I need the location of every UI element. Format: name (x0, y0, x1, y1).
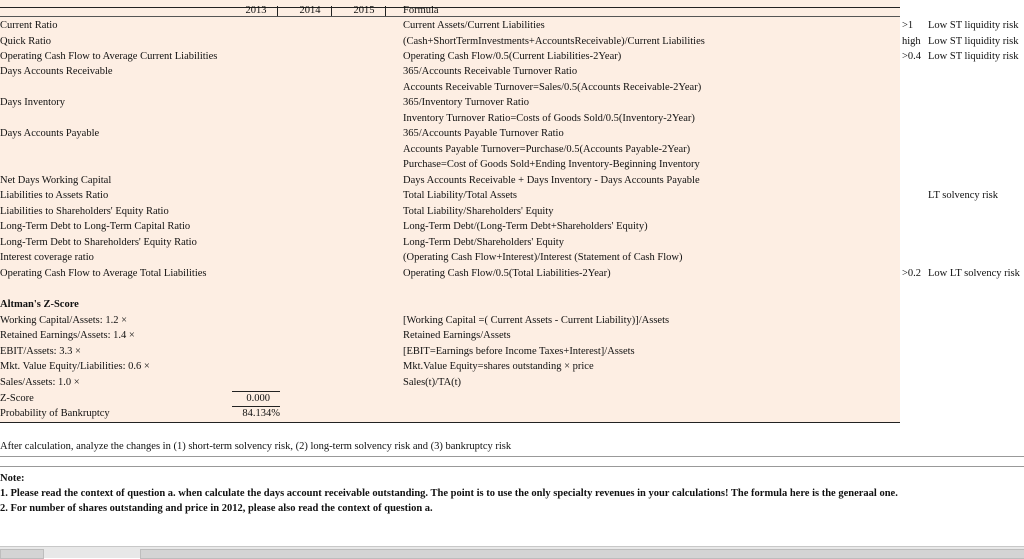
ratio-name: Current Ratio (0, 20, 58, 31)
ratio-name: Liabilities to Shareholders' Equity Ratio (0, 206, 169, 217)
ratio-formula: Operating Cash Flow/0.5(Total Liabilities-2Year) (403, 268, 611, 279)
ratio-formula: Accounts Receivable Turnover=Sales/0.5(Accounts Receivable-2Year) (403, 82, 702, 93)
note-line-2: 2. For number of shares outstanding and price in 2012, please also read the context of question a. (0, 503, 433, 514)
ratio-formula: Purchase=Cost of Goods Sold+Ending Inventory-Beginning Inventory (403, 159, 700, 170)
altman-formula: Retained Earnings/Assets (403, 330, 511, 341)
altman-factor: Sales/Assets: 1.0 × (0, 377, 80, 388)
ratio-name: Net Days Working Capital (0, 175, 112, 186)
sheet-tab-area[interactable] (0, 549, 44, 559)
probability-label: Probability of Bankruptcy (0, 408, 110, 419)
note-line-1: 1. Please read the context of question a. when calculate the days account receivable outstanding. The point is to use the only specialty revenues in your calculations! The formula here is the generaal one. (0, 488, 898, 499)
altman-formula: [Working Capital =( Current Assets - Current Liability)]/Assets (403, 315, 670, 326)
z-score-value[interactable]: 0.000 (246, 393, 270, 404)
header-top-rule (0, 7, 900, 8)
year-2015-header: 2015 (353, 5, 375, 16)
ratio-name: Quick Ratio (0, 36, 52, 47)
ratio-threshold: >0.2 (902, 268, 922, 279)
ratio-formula: Accounts Payable Turnover=Purchase/0.5(Accounts Payable-2Year) (403, 144, 691, 155)
section-divider (0, 456, 1024, 457)
altman-factor: Retained Earnings/Assets: 1.4 × (0, 330, 135, 341)
ratio-formula: Inventory Turnover Ratio=Costs of Goods Sold/0.5(Inventory-2Year) (403, 113, 695, 124)
altman-formula: [EBIT=Earnings before Income Taxes+Interest]/Assets (403, 346, 635, 357)
year-2014-header: 2014 (299, 5, 321, 16)
ratio-risk: Low ST liquidity risk (928, 36, 1019, 47)
ratio-risk: Low ST liquidity risk (928, 20, 1019, 31)
ratio-name: Days Inventory (0, 97, 66, 108)
table-bottom-rule (0, 422, 900, 423)
altman-formula: Mkt.Value Equity=shares outstanding × price (403, 361, 594, 372)
note-title: Note: (0, 473, 25, 484)
ratio-formula: (Cash+ShortTermInvestments+AccountsReceivable)/Current Liabilities (403, 36, 705, 47)
altman-formula: Sales(t)/TA(t) (403, 377, 462, 388)
ratio-name: Days Accounts Payable (0, 128, 100, 139)
ratio-formula: Current Assets/Current Liabilities (403, 20, 545, 31)
ratio-name: Liabilities to Assets Ratio (0, 190, 109, 201)
ratio-threshold: >1 (902, 20, 914, 31)
ratio-risk: LT solvency risk (928, 190, 998, 201)
ratio-formula: Total Liability/Total Assets (403, 190, 518, 201)
ratio-name: Days Accounts Receivable (0, 66, 113, 77)
z-score-label: Z-Score (0, 393, 34, 404)
analysis-prompt: After calculation, analyze the changes in (1) short-term solvency risk, (2) long-term solvency risk and (3) bankruptcy risk (0, 441, 512, 452)
header-bottom-rule (0, 16, 900, 17)
altman-title: Altman's Z-Score (0, 299, 79, 310)
ratio-formula: 365/Inventory Turnover Ratio (403, 97, 529, 108)
ratio-name: Long-Term Debt to Shareholders' Equity Ratio (0, 237, 197, 248)
bottom-scrollbar[interactable] (0, 546, 1024, 558)
ratio-formula: Operating Cash Flow/0.5(Current Liabilities-2Year) (403, 51, 622, 62)
formula-header: Formula (403, 5, 439, 16)
altman-factor: EBIT/Assets: 3.3 × (0, 346, 81, 357)
ratio-name: Operating Cash Flow to Average Current Liabilities (0, 51, 218, 62)
z-score-cell-bottom-border (232, 406, 280, 407)
altman-factor: Mkt. Value Equity/Liabilities: 0.6 × (0, 361, 150, 372)
ratio-threshold: >0.4 (902, 51, 922, 62)
ratio-formula: Days Accounts Receivable + Days Inventory - Days Accounts Payable (403, 175, 700, 186)
ratio-risk: Low ST liquidity risk (928, 51, 1019, 62)
ratio-formula: 365/Accounts Receivable Turnover Ratio (403, 66, 578, 77)
ratio-formula: Long-Term Debt/(Long-Term Debt+Shareholders' Equity) (403, 221, 648, 232)
ratio-name: Interest coverage ratio (0, 252, 94, 263)
ratio-name: Long-Term Debt to Long-Term Capital Ratio (0, 221, 191, 232)
year-2013-header: 2013 (245, 5, 267, 16)
section-divider (0, 466, 1024, 467)
ratio-formula: (Operating Cash Flow+Interest)/Interest (Statement of Cash Flow) (403, 252, 683, 263)
altman-factor: Working Capital/Assets: 1.2 × (0, 315, 127, 326)
ratio-formula: Long-Term Debt/Shareholders' Equity (403, 237, 564, 248)
ratio-formula: 365/Accounts Payable Turnover Ratio (403, 128, 564, 139)
probability-value[interactable]: 84.134% (242, 408, 280, 419)
ratio-risk: Low LT solvency risk (928, 268, 1020, 279)
horizontal-scroll-thumb[interactable] (140, 549, 1024, 559)
ratio-threshold: high (902, 36, 921, 47)
ratio-formula: Total Liability/Shareholders' Equity (403, 206, 554, 217)
z-score-cell-top-border (232, 391, 280, 392)
ratio-name: Operating Cash Flow to Average Total Liabilities (0, 268, 207, 279)
